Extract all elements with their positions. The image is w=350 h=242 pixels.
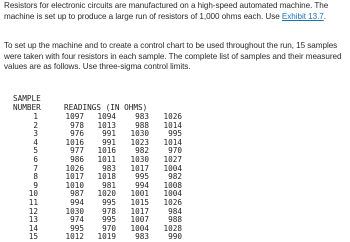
- reading-value: 1001: [130, 189, 149, 199]
- reading-value: 990: [168, 232, 182, 242]
- reading-value: 1016: [97, 146, 116, 156]
- reading-value: 994: [135, 180, 149, 190]
- reading-value: 991: [102, 129, 116, 139]
- reading-value: 1016: [65, 137, 84, 147]
- problem-paragraph-intro: [4, 1, 346, 22]
- reading-value: 1027: [163, 154, 182, 164]
- reading-value: 995: [168, 129, 182, 139]
- reading-value: 1008: [163, 180, 182, 190]
- reading-value: 1014: [163, 120, 182, 130]
- reading-value: 1007: [130, 215, 149, 225]
- reading-value: 983: [102, 163, 116, 173]
- reading-value: 1028: [163, 223, 182, 233]
- readings-table: [13, 113, 213, 242]
- reading-value: 1014: [163, 137, 182, 147]
- reading-value: 1017: [130, 206, 149, 216]
- sample-number: 7: [33, 163, 38, 173]
- exhibit-link[interactable]: Exhibit 13.7: [281, 11, 324, 21]
- reading-value: 982: [168, 172, 182, 182]
- reading-value: 1026: [163, 112, 182, 121]
- sample-number: 13: [28, 215, 38, 225]
- header-readings-label: READINGS (IN OHMS): [64, 102, 148, 112]
- reading-value: 1004: [130, 223, 149, 233]
- reading-value: 977: [70, 146, 84, 156]
- reading-value: 988: [168, 215, 182, 225]
- header-number-label: NUMBER: [13, 102, 41, 112]
- intro-text-end: .: [323, 11, 326, 21]
- sample-number: 2: [33, 120, 38, 130]
- sample-number: 8: [33, 172, 38, 182]
- reading-value: 1017: [65, 172, 84, 182]
- reading-value: 1026: [65, 163, 84, 173]
- reading-value: 1026: [163, 197, 182, 207]
- sample-number: 6: [33, 154, 38, 164]
- sample-number: 15: [28, 232, 38, 242]
- reading-value: 970: [168, 146, 182, 156]
- reading-value: 970: [102, 223, 116, 233]
- reading-value: 978: [102, 206, 116, 216]
- reading-value: 987: [70, 189, 84, 199]
- reading-value: 1004: [163, 163, 182, 173]
- reading-value: 1030: [130, 129, 149, 139]
- reading-value: 1012: [65, 232, 84, 242]
- sample-number: 14: [28, 223, 38, 233]
- reading-value: 995: [102, 215, 116, 225]
- reading-value: 1015: [130, 197, 149, 207]
- reading-value: 1018: [97, 172, 116, 182]
- reading-value: 1010: [65, 180, 84, 190]
- reading-value: 976: [70, 129, 84, 139]
- sample-number: 5: [33, 146, 38, 156]
- reading-value: 995: [135, 172, 149, 182]
- reading-value: 986: [70, 154, 84, 164]
- reading-value: 1019: [97, 232, 116, 242]
- reading-value: 978: [70, 120, 84, 130]
- reading-value: 995: [102, 197, 116, 207]
- reading-value: 984: [168, 206, 182, 216]
- problem-paragraph-setup: To set up the machine and to create a control chart to be used throughout the run, 15 samples were taken with four resistors in each sample. The complete list of samples and their measured values are as follows. Use three-sigma control limits.: [4, 41, 342, 71]
- reading-value: 1020: [97, 189, 116, 199]
- sample-number: 10: [28, 189, 38, 199]
- reading-value: 991: [102, 137, 116, 147]
- reading-value: 982: [135, 146, 149, 156]
- sample-number: 4: [33, 137, 38, 147]
- reading-value: 1030: [130, 154, 149, 164]
- reading-value: 1017: [130, 163, 149, 173]
- sample-number: 11: [28, 197, 38, 207]
- reading-value: 994: [70, 197, 84, 207]
- reading-value: 1030: [65, 206, 84, 216]
- sample-number: 1: [33, 112, 38, 121]
- intro-text: Resistors for electronic circuits are manufactured on a high-speed automated machine. The machine is set up to produce a large run of resistors of 1,000 ohms each. Use: [4, 1, 329, 21]
- reading-value: 983: [135, 112, 149, 121]
- reading-value: 974: [70, 215, 84, 225]
- header-sample-label: SAMPLE: [13, 94, 41, 103]
- reading-value: 1094: [97, 112, 116, 121]
- table-row: [13, 233, 213, 242]
- reading-value: 981: [102, 180, 116, 190]
- reading-value: 1011: [97, 154, 116, 164]
- reading-value: 1004: [163, 189, 182, 199]
- reading-value: 995: [70, 223, 84, 233]
- reading-value: 1023: [130, 137, 149, 147]
- reading-value: 1097: [65, 112, 84, 121]
- reading-value: 988: [135, 120, 149, 130]
- sample-number: 3: [33, 129, 38, 139]
- sample-number: 12: [28, 206, 38, 216]
- sample-number: 9: [33, 180, 38, 190]
- reading-value: 983: [135, 232, 149, 242]
- reading-value: 1013: [97, 120, 116, 130]
